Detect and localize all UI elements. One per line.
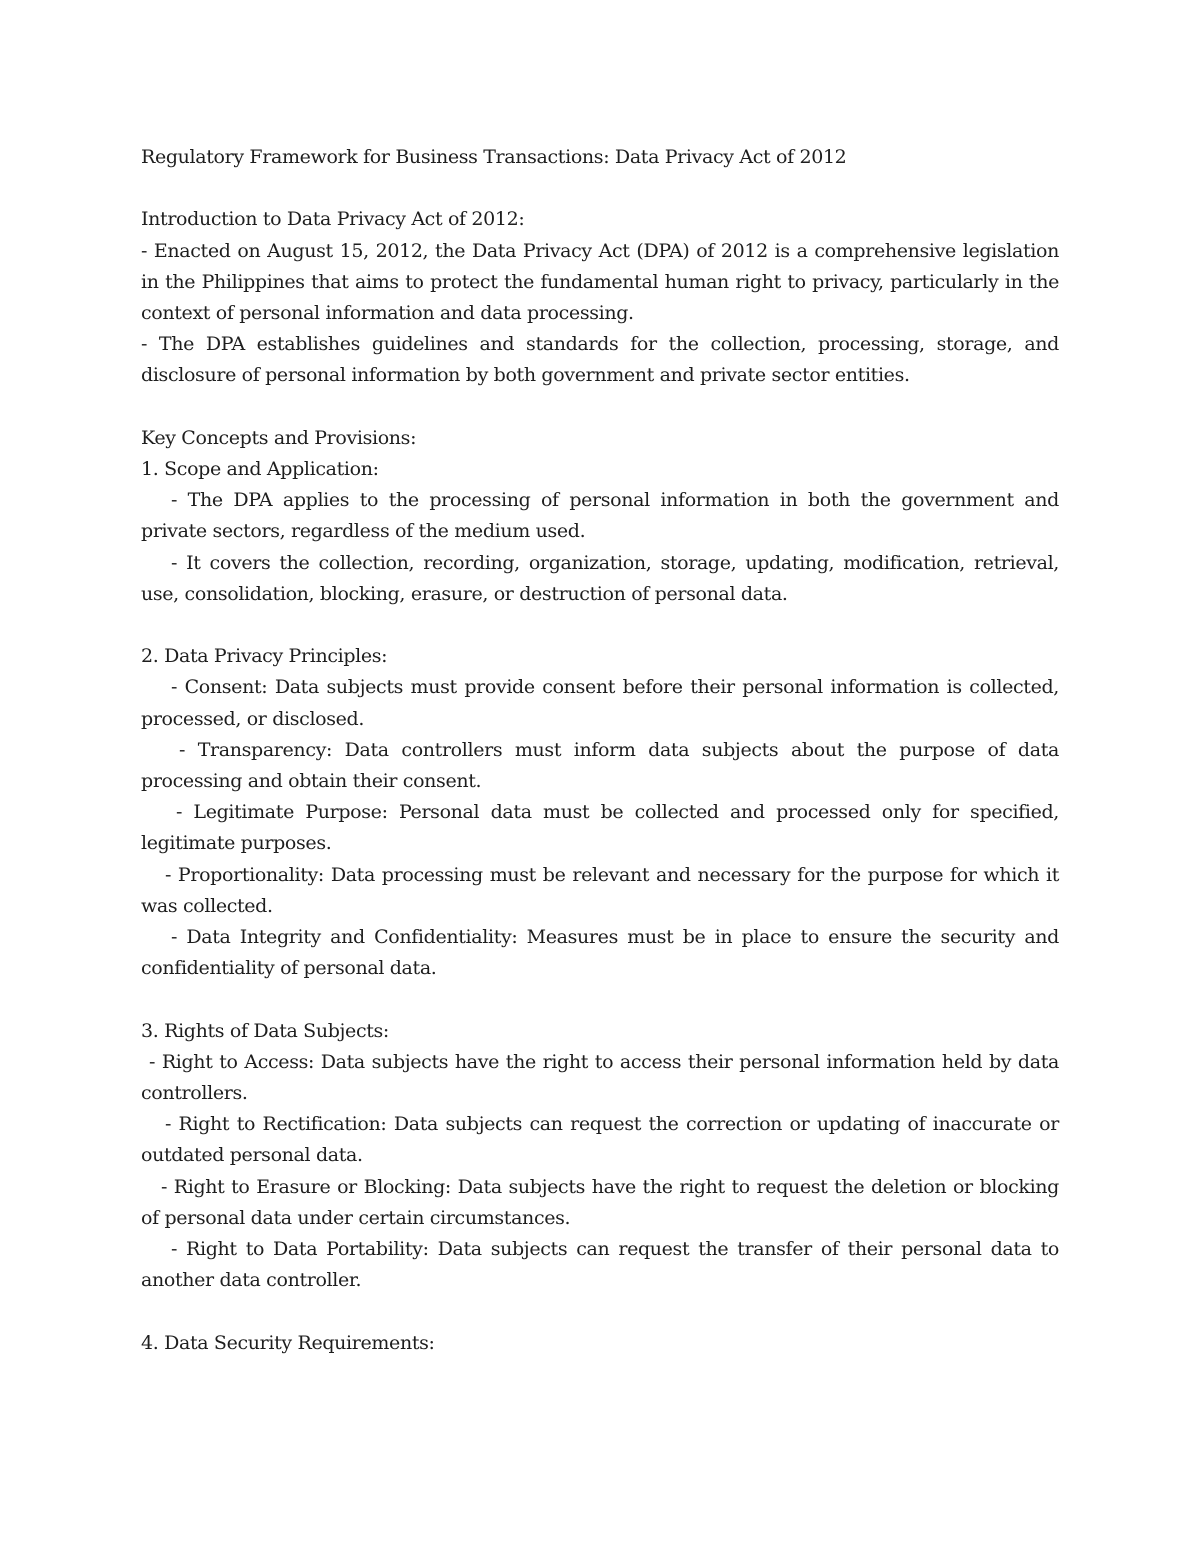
principle-item: - Legitimate Purpose: Personal data must be collected and processed only for specified, legitimate purposes. [141, 801, 1059, 855]
blank-line [141, 392, 1059, 423]
intro-paragraph-2: - The DPA establishes guidelines and standards for the collection, processing, storage, and disclosure of personal information by both government and private sector entities. [141, 333, 1059, 387]
right-item: - Right to Erasure or Blocking: Data subjects have the right to request the deletion or blocking of personal data under certain circumstances. [141, 1175, 1059, 1229]
document-body [141, 142, 1059, 1359]
scope-heading: 1. Scope and Application: [141, 458, 379, 480]
principle-item: - Data Integrity and Confidentiality: Measures must be in place to ensure the security and confidentiality of personal data. [141, 926, 1059, 980]
key-concepts-heading: Key Concepts and Provisions: [141, 426, 417, 449]
right-item: - Right to Data Portability: Data subjects can request the transfer of their personal data to another data controller. [141, 1238, 1059, 1292]
principle-item: - Proportionality: Data processing must be relevant and necessary for the purpose for which it was collected. [141, 863, 1059, 917]
rights-heading: 3. Rights of Data Subjects: [141, 1019, 389, 1042]
blank-line [141, 173, 1059, 204]
principle-item: - Consent: Data subjects must provide consent before their personal information is collected, processed, or disclosed. [141, 676, 1059, 730]
scope-item: - It covers the collection, recording, organization, storage, updating, modification, retrieval, use, consolidation, blocking, erasure, or destruction of personal data. [141, 551, 1059, 605]
right-item: - Right to Rectification: Data subjects can request the correction or updating of inaccurate or outdated personal data. [141, 1113, 1059, 1167]
blank-line [141, 610, 1059, 641]
blank-line [141, 984, 1059, 1015]
principle-item: - Transparency: Data controllers must inform data subjects about the purpose of data processing and obtain their consent. [141, 738, 1059, 793]
intro-paragraph-1: - Enacted on August 15, 2012, the Data Privacy Act (DPA) of 2012 is a comprehensive legislation in the Philippines that aims to protect the fundamental human right to privacy, particularly in the context of personal information and data processing. [141, 239, 1059, 324]
document-title: Regulatory Framework for Business Transactions: Data Privacy Act of 2012 [141, 146, 847, 168]
intro-heading: Introduction to Data Privacy Act of 2012: [141, 208, 525, 231]
scope-item: - The DPA applies to the processing of personal information in both the government and private sectors, regardless of the medium used. [141, 489, 1059, 543]
blank-line [141, 1296, 1059, 1327]
principles-heading: 2. Data Privacy Principles: [141, 645, 388, 668]
right-item: - Right to Access: Data subjects have the right to access their personal information held by data controllers. [141, 1050, 1059, 1105]
security-heading: 4. Data Security Requirements: [141, 1331, 435, 1354]
